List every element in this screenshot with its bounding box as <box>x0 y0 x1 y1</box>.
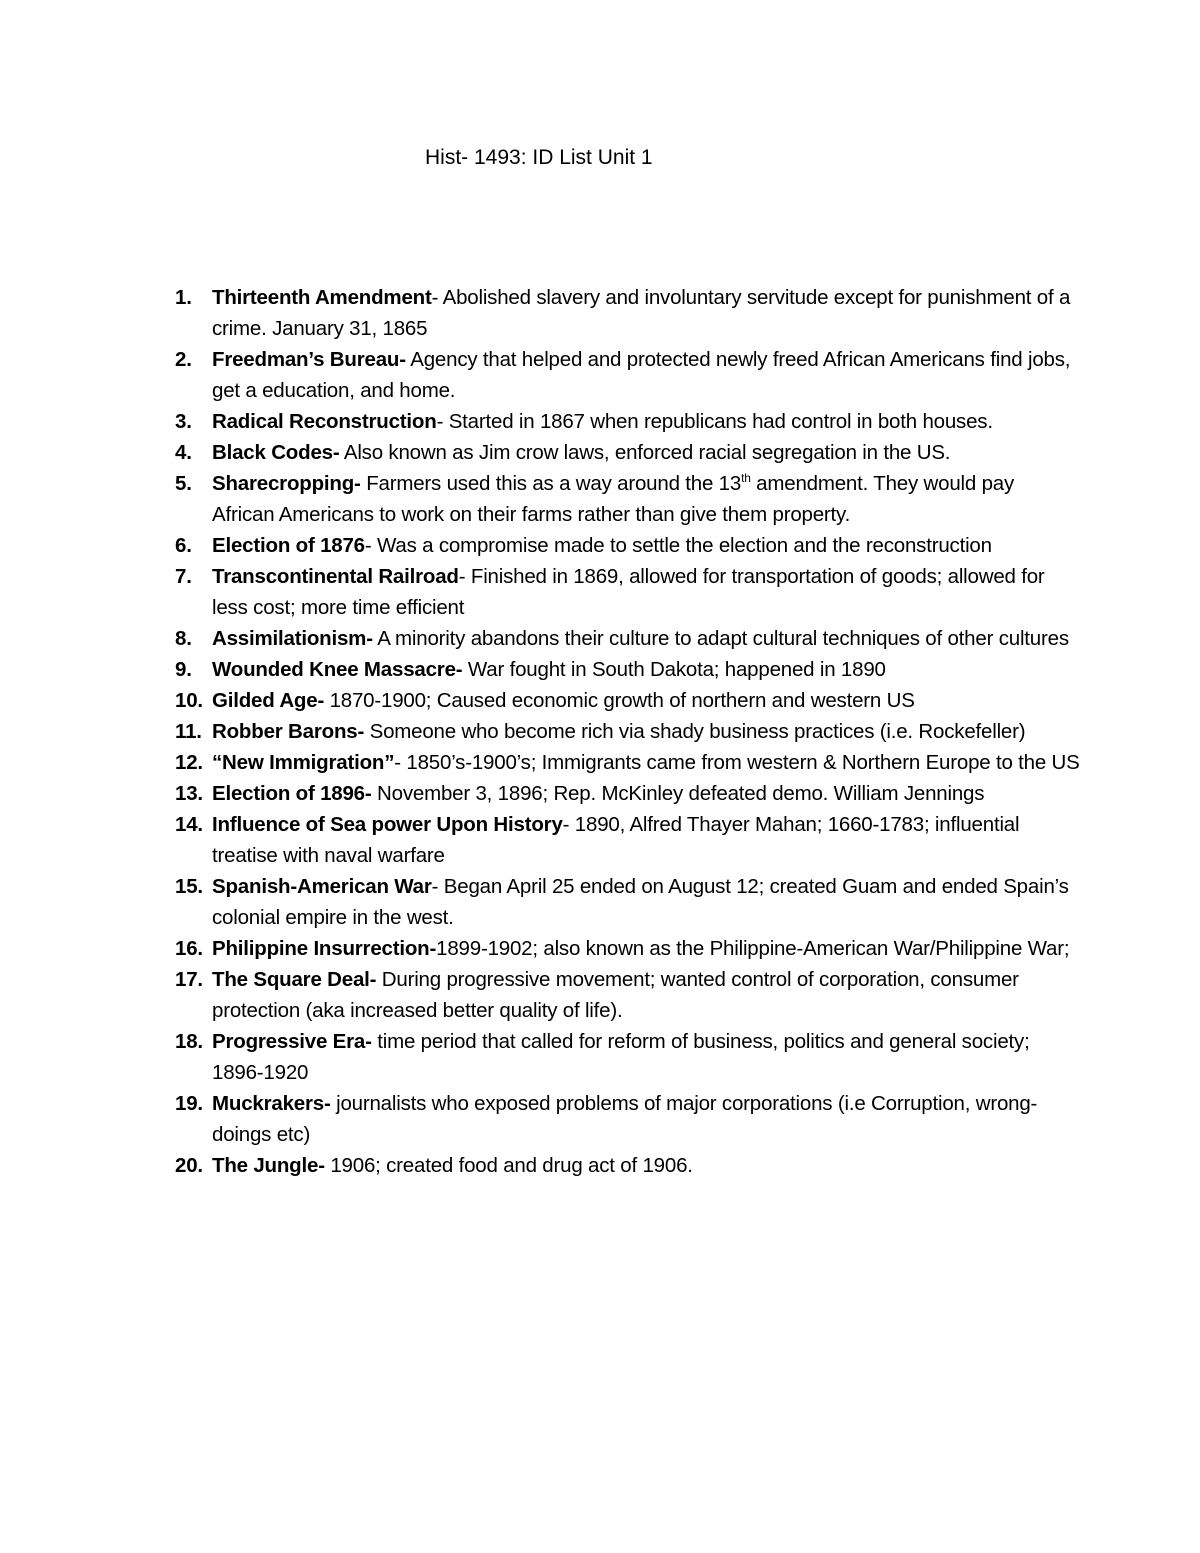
list-item <box>0 871 1200 933</box>
item-term: Freedman’s Bureau- <box>212 348 406 371</box>
item-description: - 1850’s-1900’s; Immigrants came from western & Northern Europe to the US <box>394 751 1080 774</box>
list-item <box>0 1088 1200 1150</box>
list-item <box>0 685 1200 716</box>
item-description: Someone who become rich via shady business practices (i.e. Rockefeller) <box>364 720 1026 743</box>
list-item <box>0 747 1200 778</box>
item-number: 17. <box>175 968 203 991</box>
list-item <box>0 809 1200 871</box>
item-number: 14. <box>175 813 203 836</box>
list-item <box>0 282 1200 344</box>
list-item <box>0 530 1200 561</box>
item-description: A minority abandons their culture to adapt cultural techniques of other cultures <box>372 627 1069 650</box>
list-item <box>0 716 1200 747</box>
item-number: 11. <box>175 720 202 743</box>
item-term: Black Codes- <box>212 441 340 464</box>
item-term: Sharecropping- <box>212 472 361 495</box>
list-item <box>0 437 1200 468</box>
item-description: - Began April 25 ended on August 12; created Guam and ended Spain’s colonial empire in the west. <box>212 875 1069 929</box>
item-description: Agency that helped and protected newly freed African Americans find jobs, get a education, and home. <box>212 348 1071 402</box>
item-number: 3. <box>175 410 192 433</box>
item-number: 1. <box>175 286 192 309</box>
item-number: 15. <box>175 875 203 898</box>
list-item <box>0 654 1200 685</box>
list-item <box>0 778 1200 809</box>
list-item <box>0 1150 1200 1181</box>
item-description: Farmers used this as a way around the 13 <box>360 472 742 495</box>
item-term: Gilded Age- <box>212 689 325 712</box>
item-term: Radical Reconstruction <box>212 410 437 433</box>
item-description: Also known as Jim crow laws, enforced racial segregation in the US. <box>339 441 951 464</box>
item-term: The Jungle- <box>212 1154 325 1177</box>
list-item <box>0 623 1200 654</box>
item-description: 1899-1902; also known as the Philippine-American War/Philippine War; <box>436 937 1070 960</box>
item-term: Philippine Insurrection- <box>212 937 437 960</box>
item-number: 19. <box>175 1092 203 1115</box>
item-superscript: th <box>741 471 751 486</box>
item-number: 5. <box>175 472 192 495</box>
item-description: - Was a compromise made to settle the election and the reconstruction <box>364 534 992 557</box>
list-item <box>0 561 1200 623</box>
item-number: 16. <box>175 937 203 960</box>
item-description: - Abolished slavery and involuntary servitude except for punishment of a crime. January 31, 1865 <box>212 286 1071 340</box>
item-description: time period that called for reform of business, politics and general society; 1896-1920 <box>212 1030 1030 1084</box>
item-description: 1906; created food and drug act of 1906. <box>324 1154 693 1177</box>
item-number: 8. <box>175 627 192 650</box>
item-term: Transcontinental Railroad <box>212 565 459 588</box>
item-description: - 1890, Alfred Thayer Mahan; 1660-1783; influential treatise with naval warfare <box>212 813 1020 867</box>
item-number: 13. <box>175 782 203 805</box>
item-term: Robber Barons- <box>212 720 365 743</box>
document-title: Hist- 1493: ID List Unit 1 <box>425 146 653 169</box>
item-term: Election of 1876 <box>212 534 365 557</box>
item-description: November 3, 1896; Rep. McKinley defeated demo. William Jennings <box>371 782 985 805</box>
list-item <box>0 344 1200 406</box>
item-description: During progressive movement; wanted control of corporation, consumer protection (aka increased better quality of life). <box>212 968 1019 1022</box>
list-item <box>0 1026 1200 1088</box>
item-term: Spanish-American War <box>212 875 432 898</box>
item-number: 12. <box>175 751 203 774</box>
item-description-continued: amendment. They would pay African Americans to work on their farms rather than give them property. <box>212 472 1015 526</box>
item-term: “New Immigration” <box>212 751 395 774</box>
item-description: 1870-1900; Caused economic growth of northern and western US <box>324 689 915 712</box>
item-number: 4. <box>175 441 192 464</box>
list-item <box>0 933 1200 964</box>
item-term: Election of 1896- <box>212 782 372 805</box>
item-number: 10. <box>175 689 203 712</box>
item-number: 6. <box>175 534 192 557</box>
item-term: Progressive Era- <box>212 1030 372 1053</box>
item-number: 20. <box>175 1154 203 1177</box>
item-number: 2. <box>175 348 192 371</box>
list-item <box>0 406 1200 437</box>
item-description: War fought in South Dakota; happened in 1890 <box>462 658 886 681</box>
list-item <box>0 468 1200 530</box>
item-number: 9. <box>175 658 192 681</box>
list-item <box>0 964 1200 1026</box>
id-list <box>0 282 1200 1181</box>
item-term: Thirteenth Amendment <box>212 286 432 309</box>
item-description: journalists who exposed problems of major corporations (i.e Corruption, wrong-doings etc) <box>212 1092 1038 1146</box>
item-description: - Started in 1867 when republicans had control in both houses. <box>436 410 993 433</box>
item-term: Muckrakers- <box>212 1092 331 1115</box>
item-description: - Finished in 1869, allowed for transportation of goods; allowed for less cost; more time efficient <box>212 565 1045 619</box>
item-term: Wounded Knee Massacre- <box>212 658 463 681</box>
item-number: 18. <box>175 1030 203 1053</box>
item-number: 7. <box>175 565 192 588</box>
item-term: The Square Deal- <box>212 968 377 991</box>
item-term: Influence of Sea power Upon History <box>212 813 563 836</box>
item-term: Assimilationism- <box>212 627 373 650</box>
